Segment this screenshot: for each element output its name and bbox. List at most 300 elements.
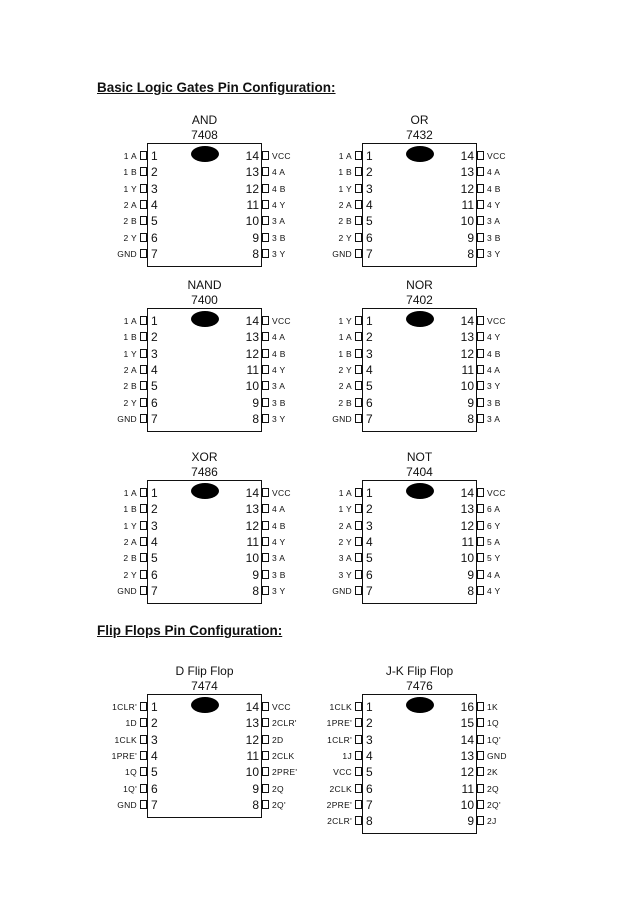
pin-label: 4 A bbox=[487, 167, 501, 178]
pin-label: 2CLK bbox=[329, 783, 352, 794]
pin-label: 4 A bbox=[487, 569, 501, 580]
pin-stub-icon bbox=[140, 488, 147, 497]
pin-stub-icon bbox=[262, 537, 269, 546]
pin1-notch-icon bbox=[406, 697, 434, 713]
pin-label: 1 Y bbox=[338, 316, 352, 326]
pin-number: 10 bbox=[245, 379, 259, 394]
pin-stub-icon bbox=[262, 365, 269, 374]
pin-stub-icon bbox=[355, 767, 362, 776]
pin-stub-icon bbox=[355, 200, 362, 209]
pin-stub-icon bbox=[262, 488, 269, 497]
pin-stub-icon bbox=[477, 735, 484, 744]
pin-number: 8 bbox=[252, 583, 259, 598]
pin-number: 2 bbox=[366, 716, 373, 731]
pin-label: 1 A bbox=[123, 151, 137, 161]
pin-stub-icon bbox=[262, 414, 269, 423]
pin-stub-icon bbox=[262, 586, 269, 595]
pin-label: 1 A bbox=[123, 488, 137, 498]
pin-number: 8 bbox=[252, 411, 259, 426]
pin-label: 2 B bbox=[123, 553, 137, 564]
pin-label: 2CLK bbox=[272, 750, 295, 761]
pin-label: 3 B bbox=[487, 397, 501, 408]
pin-stub-icon bbox=[355, 553, 362, 562]
pin-label: 4 B bbox=[272, 348, 286, 359]
pin-number: 4 bbox=[151, 534, 158, 549]
pin-number: 7 bbox=[366, 583, 373, 598]
pin-number: 3 bbox=[366, 346, 373, 361]
dff-number: 7474 bbox=[191, 679, 218, 693]
pin1-notch-icon bbox=[406, 146, 434, 162]
not-number: 7404 bbox=[406, 465, 433, 479]
pin-label: VCC bbox=[487, 151, 506, 161]
pin-number: 13 bbox=[245, 330, 259, 345]
pin-stub-icon bbox=[262, 316, 269, 325]
pin-number: 4 bbox=[151, 362, 158, 377]
pin-label: 3 Y bbox=[487, 248, 501, 259]
pin-stub-icon bbox=[140, 398, 147, 407]
pin-number: 14 bbox=[245, 700, 259, 714]
pin-label: 1 Y bbox=[338, 504, 352, 515]
pin-number: 1 bbox=[151, 149, 158, 163]
pin-number: 1 bbox=[366, 314, 373, 328]
pin-number: 1 bbox=[151, 700, 158, 714]
pin-stub-icon bbox=[140, 316, 147, 325]
pin-label: 2PRE' bbox=[326, 799, 352, 810]
pin-label: 1CLR' bbox=[327, 734, 352, 745]
pin-stub-icon bbox=[355, 784, 362, 793]
pin-number: 5 bbox=[366, 379, 373, 394]
pin-stub-icon bbox=[477, 414, 484, 423]
pin-label: 3 Y bbox=[272, 585, 286, 596]
pin-label: 1 A bbox=[338, 151, 352, 161]
pin-label: 4 Y bbox=[272, 536, 286, 547]
pin-stub-icon bbox=[477, 718, 484, 727]
pin-number: 11 bbox=[461, 534, 474, 549]
pin-number: 9 bbox=[252, 230, 259, 245]
pin1-notch-icon bbox=[191, 311, 219, 327]
pin-label: 4 B bbox=[487, 348, 501, 359]
pin-stub-icon bbox=[355, 521, 362, 530]
pin-label: 1CLR' bbox=[112, 702, 137, 712]
pin-number: 4 bbox=[366, 197, 373, 212]
pin-number: 11 bbox=[246, 534, 259, 549]
pin-number: 7 bbox=[366, 411, 373, 426]
pin-number: 9 bbox=[252, 395, 259, 410]
pin-stub-icon bbox=[355, 718, 362, 727]
pin-number: 13 bbox=[460, 748, 474, 763]
pin-number: 5 bbox=[151, 214, 158, 229]
pin-label: 2 Y bbox=[123, 569, 137, 580]
pin-label: VCC bbox=[487, 488, 506, 498]
pin-label: 2PRE' bbox=[272, 767, 298, 778]
pin-stub-icon bbox=[355, 332, 362, 341]
pin-label: 4 Y bbox=[487, 332, 501, 343]
pin-number: 12 bbox=[460, 346, 474, 361]
pin-label: GND bbox=[487, 750, 507, 761]
pin-stub-icon bbox=[140, 521, 147, 530]
pin-stub-icon bbox=[262, 702, 269, 711]
pin-label: 1D bbox=[125, 718, 137, 729]
pin-number: 3 bbox=[151, 181, 158, 196]
pin-label: 1 B bbox=[338, 348, 352, 359]
pin-stub-icon bbox=[140, 216, 147, 225]
pin-label: 4 A bbox=[272, 332, 286, 343]
pin-stub-icon bbox=[262, 784, 269, 793]
pin-label: 4 A bbox=[272, 167, 286, 178]
pin-number: 4 bbox=[151, 748, 158, 763]
pin-stub-icon bbox=[140, 800, 147, 809]
pin-stub-icon bbox=[477, 586, 484, 595]
pin-label: 1 Y bbox=[338, 183, 352, 194]
pin-label: 4 B bbox=[272, 183, 286, 194]
pin-number: 6 bbox=[366, 395, 373, 410]
pin-number: 13 bbox=[245, 502, 259, 517]
pin-label: 3 A bbox=[487, 216, 501, 227]
pin-number: 6 bbox=[151, 395, 158, 410]
pin-label: 2 A bbox=[123, 199, 137, 210]
pin-stub-icon bbox=[355, 816, 362, 825]
jkff-package bbox=[362, 694, 477, 834]
pin-stub-icon bbox=[262, 751, 269, 760]
pin-number: 9 bbox=[467, 567, 474, 582]
pin-stub-icon bbox=[355, 735, 362, 744]
pin-number: 2 bbox=[151, 165, 158, 180]
pin-number: 14 bbox=[245, 486, 259, 500]
pin-number: 6 bbox=[366, 230, 373, 245]
pin-number: 2 bbox=[151, 716, 158, 731]
pin-stub-icon bbox=[262, 381, 269, 390]
pin-label: 1Q bbox=[487, 718, 499, 729]
pin-stub-icon bbox=[262, 504, 269, 513]
jkff-number: 7476 bbox=[406, 679, 433, 693]
pin-label: 1K bbox=[487, 702, 498, 712]
pin-label: 2 A bbox=[123, 364, 137, 375]
pin-number: 10 bbox=[460, 797, 474, 812]
pin-number: 2 bbox=[366, 165, 373, 180]
pin-label: 3 Y bbox=[272, 413, 286, 424]
pin-label: GND bbox=[332, 413, 352, 424]
pin-label: GND bbox=[117, 799, 137, 810]
pin-number: 11 bbox=[461, 781, 474, 796]
pin-stub-icon bbox=[262, 184, 269, 193]
jkff-name: J-K Flip Flop bbox=[385, 664, 454, 678]
pin-stub-icon bbox=[140, 553, 147, 562]
pin-number: 5 bbox=[151, 765, 158, 780]
pin-number: 3 bbox=[366, 732, 373, 747]
pin-stub-icon bbox=[262, 398, 269, 407]
pin-label: 1 A bbox=[123, 316, 137, 326]
pin-number: 5 bbox=[366, 765, 373, 780]
pin-label: 3 B bbox=[272, 397, 286, 408]
pin-number: 10 bbox=[245, 765, 259, 780]
pin-stub-icon bbox=[262, 349, 269, 358]
pin-number: 12 bbox=[245, 518, 259, 533]
pin-label: 1J bbox=[342, 750, 352, 761]
pin-label: 3 A bbox=[272, 381, 286, 392]
pin-label: 3 A bbox=[272, 216, 286, 227]
pin-stub-icon bbox=[262, 332, 269, 341]
pin-number: 7 bbox=[151, 797, 158, 812]
pin-label: 1Q' bbox=[123, 783, 137, 794]
pin-label: 1 A bbox=[338, 488, 352, 498]
pin-number: 13 bbox=[245, 716, 259, 731]
pin-number: 12 bbox=[245, 181, 259, 196]
pin-label: 3 B bbox=[487, 232, 501, 243]
pin-stub-icon bbox=[355, 151, 362, 160]
pin-number: 5 bbox=[366, 551, 373, 566]
pin1-notch-icon bbox=[406, 483, 434, 499]
pin-number: 12 bbox=[245, 346, 259, 361]
pin-stub-icon bbox=[355, 381, 362, 390]
pin-stub-icon bbox=[262, 570, 269, 579]
pin-stub-icon bbox=[355, 184, 362, 193]
pin-label: 2J bbox=[487, 816, 497, 827]
pin-stub-icon bbox=[140, 200, 147, 209]
pin-label: 4 Y bbox=[272, 199, 286, 210]
pin-label: VCC bbox=[333, 767, 352, 778]
pin-stub-icon bbox=[262, 735, 269, 744]
pin-number: 11 bbox=[461, 197, 474, 212]
pin-stub-icon bbox=[355, 398, 362, 407]
pin-label: 1Q bbox=[125, 767, 137, 778]
pin-number: 8 bbox=[467, 411, 474, 426]
pin-label: 1 B bbox=[123, 332, 137, 343]
pin-label: 3 Y bbox=[272, 248, 286, 259]
pin-label: 3 Y bbox=[338, 569, 352, 580]
pin-number: 11 bbox=[461, 362, 474, 377]
pin-number: 8 bbox=[467, 246, 474, 261]
pin-label: 1Q' bbox=[487, 734, 501, 745]
pin-stub-icon bbox=[262, 553, 269, 562]
pin-stub-icon bbox=[477, 249, 484, 258]
pin-stub-icon bbox=[262, 151, 269, 160]
pin-number: 6 bbox=[151, 567, 158, 582]
pin-stub-icon bbox=[140, 381, 147, 390]
pin-number: 6 bbox=[366, 781, 373, 796]
pin-number: 8 bbox=[366, 814, 373, 829]
pin-number: 14 bbox=[245, 314, 259, 328]
pin-label: GND bbox=[332, 585, 352, 596]
pin-number: 5 bbox=[151, 551, 158, 566]
pin-label: 2 A bbox=[338, 520, 352, 531]
pin-label: 1 B bbox=[123, 167, 137, 178]
pin-stub-icon bbox=[140, 332, 147, 341]
pin-stub-icon bbox=[355, 488, 362, 497]
pin-number: 5 bbox=[366, 214, 373, 229]
pin-stub-icon bbox=[355, 504, 362, 513]
pin-stub-icon bbox=[140, 702, 147, 711]
pin-number: 9 bbox=[467, 230, 474, 245]
pin-stub-icon bbox=[140, 414, 147, 423]
pin-number: 14 bbox=[245, 149, 259, 163]
pin-number: 6 bbox=[151, 230, 158, 245]
pin-number: 14 bbox=[460, 732, 474, 747]
pin-label: 4 A bbox=[487, 364, 501, 375]
pin-label: 2 Y bbox=[338, 364, 352, 375]
pin-label: 4 B bbox=[487, 183, 501, 194]
pin-label: 3 A bbox=[487, 413, 501, 424]
pin-number: 2 bbox=[366, 502, 373, 517]
pin-stub-icon bbox=[477, 316, 484, 325]
pin-label: 5 Y bbox=[487, 553, 501, 564]
pin-number: 14 bbox=[460, 149, 474, 163]
pin-stub-icon bbox=[477, 816, 484, 825]
pin-label: VCC bbox=[487, 316, 506, 326]
pin-stub-icon bbox=[477, 702, 484, 711]
pin-label: 3 B bbox=[272, 569, 286, 580]
pin1-notch-icon bbox=[406, 311, 434, 327]
pin-stub-icon bbox=[355, 800, 362, 809]
pin-stub-icon bbox=[477, 365, 484, 374]
pin-number: 3 bbox=[366, 518, 373, 533]
pin-number: 12 bbox=[245, 732, 259, 747]
pin-stub-icon bbox=[355, 537, 362, 546]
pin-label: 2Q' bbox=[272, 799, 286, 810]
pin-label: 3 Y bbox=[487, 381, 501, 392]
pin-stub-icon bbox=[477, 151, 484, 160]
or-name: OR bbox=[410, 113, 429, 127]
pin-stub-icon bbox=[477, 332, 484, 341]
pin-number: 9 bbox=[252, 781, 259, 796]
pin-number: 6 bbox=[151, 781, 158, 796]
pin-stub-icon bbox=[262, 521, 269, 530]
pin-stub-icon bbox=[477, 570, 484, 579]
pin-stub-icon bbox=[477, 349, 484, 358]
gates-heading: Basic Logic Gates Pin Configuration: bbox=[97, 80, 336, 95]
and-number: 7408 bbox=[191, 128, 218, 142]
pin-label: 4 B bbox=[272, 520, 286, 531]
pin-stub-icon bbox=[140, 718, 147, 727]
pin-number: 13 bbox=[460, 502, 474, 517]
pin-label: 6 A bbox=[487, 504, 501, 515]
pin-stub-icon bbox=[140, 249, 147, 258]
xor-name: XOR bbox=[191, 450, 218, 464]
pin-label: 4 Y bbox=[272, 364, 286, 375]
pin-number: 1 bbox=[366, 149, 373, 163]
pin-stub-icon bbox=[262, 249, 269, 258]
pin-stub-icon bbox=[355, 586, 362, 595]
pin-label: GND bbox=[117, 248, 137, 259]
pin-number: 10 bbox=[460, 214, 474, 229]
pin-label: 6 Y bbox=[487, 520, 501, 531]
pin-stub-icon bbox=[477, 553, 484, 562]
pin-label: 3 A bbox=[338, 553, 352, 564]
pin-stub-icon bbox=[140, 504, 147, 513]
flipflops-heading: Flip Flops Pin Configuration: bbox=[97, 623, 283, 638]
pin-number: 13 bbox=[245, 165, 259, 180]
pin-label: VCC bbox=[272, 702, 291, 712]
pin-label: GND bbox=[117, 413, 137, 424]
pin-stub-icon bbox=[262, 216, 269, 225]
pin-label: 3 B bbox=[272, 232, 286, 243]
pin-number: 14 bbox=[460, 486, 474, 500]
pin-number: 4 bbox=[366, 534, 373, 549]
pin-label: 3 A bbox=[272, 553, 286, 564]
pin-stub-icon bbox=[477, 751, 484, 760]
pin-stub-icon bbox=[477, 200, 484, 209]
pin-label: 1 B bbox=[123, 504, 137, 515]
pin-label: VCC bbox=[272, 316, 291, 326]
pin-stub-icon bbox=[477, 233, 484, 242]
pin-number: 1 bbox=[366, 486, 373, 500]
pin-number: 11 bbox=[246, 748, 259, 763]
pin-number: 12 bbox=[460, 518, 474, 533]
pin-stub-icon bbox=[140, 184, 147, 193]
pin-number: 1 bbox=[366, 700, 373, 714]
pin-label: 2 A bbox=[123, 536, 137, 547]
pin-number: 9 bbox=[467, 395, 474, 410]
pin-label: GND bbox=[117, 585, 137, 596]
pin-label: 1 Y bbox=[123, 183, 137, 194]
pin-number: 7 bbox=[151, 411, 158, 426]
pin-stub-icon bbox=[140, 735, 147, 744]
pin-number: 10 bbox=[245, 214, 259, 229]
pin-stub-icon bbox=[262, 233, 269, 242]
pin-number: 2 bbox=[366, 330, 373, 345]
pin-label: 1 B bbox=[338, 167, 352, 178]
pin-stub-icon bbox=[355, 414, 362, 423]
pin1-notch-icon bbox=[191, 483, 219, 499]
pin-label: 2 Y bbox=[123, 232, 137, 243]
pin-number: 7 bbox=[366, 246, 373, 261]
pin-label: 4 A bbox=[272, 504, 286, 515]
pin-number: 15 bbox=[460, 716, 474, 731]
nand-number: 7400 bbox=[191, 293, 218, 307]
pin-stub-icon bbox=[355, 233, 362, 242]
pin-number: 8 bbox=[252, 797, 259, 812]
pin-stub-icon bbox=[477, 800, 484, 809]
nor-name: NOR bbox=[406, 278, 433, 292]
pin-stub-icon bbox=[477, 504, 484, 513]
pin-number: 10 bbox=[245, 551, 259, 566]
pin-number: 7 bbox=[151, 583, 158, 598]
pin-label: 1 Y bbox=[123, 348, 137, 359]
pin-label: 1PRE' bbox=[111, 750, 137, 761]
pin-number: 9 bbox=[252, 567, 259, 582]
pin-number: 2 bbox=[151, 502, 158, 517]
pin-label: 2 B bbox=[338, 216, 352, 227]
pin-label: 1PRE' bbox=[326, 718, 352, 729]
pin-stub-icon bbox=[262, 800, 269, 809]
pin-label: 2 Y bbox=[123, 397, 137, 408]
pin-stub-icon bbox=[140, 151, 147, 160]
nor-number: 7402 bbox=[406, 293, 433, 307]
pin-number: 1 bbox=[151, 314, 158, 328]
pin-number: 14 bbox=[460, 314, 474, 328]
pin-stub-icon bbox=[477, 381, 484, 390]
pin-stub-icon bbox=[355, 216, 362, 225]
pin-label: 1 A bbox=[338, 332, 352, 343]
pin-label: 2D bbox=[272, 734, 284, 745]
pin-stub-icon bbox=[477, 784, 484, 793]
not-name: NOT bbox=[406, 450, 433, 464]
pin-label: 2Q' bbox=[487, 799, 501, 810]
pin-label: 2Q bbox=[487, 783, 499, 794]
pin-stub-icon bbox=[355, 751, 362, 760]
pin-number: 6 bbox=[366, 567, 373, 582]
pin-stub-icon bbox=[140, 586, 147, 595]
pin-number: 4 bbox=[151, 197, 158, 212]
pin-stub-icon bbox=[140, 349, 147, 358]
pin-number: 3 bbox=[366, 181, 373, 196]
pin-label: 1CLK bbox=[329, 702, 352, 712]
pin-number: 7 bbox=[151, 246, 158, 261]
pin-label: 4 Y bbox=[487, 199, 501, 210]
pin-stub-icon bbox=[477, 521, 484, 530]
pin-label: 5 A bbox=[487, 536, 501, 547]
pin-label: GND bbox=[332, 248, 352, 259]
pin-label: 2 Y bbox=[338, 536, 352, 547]
